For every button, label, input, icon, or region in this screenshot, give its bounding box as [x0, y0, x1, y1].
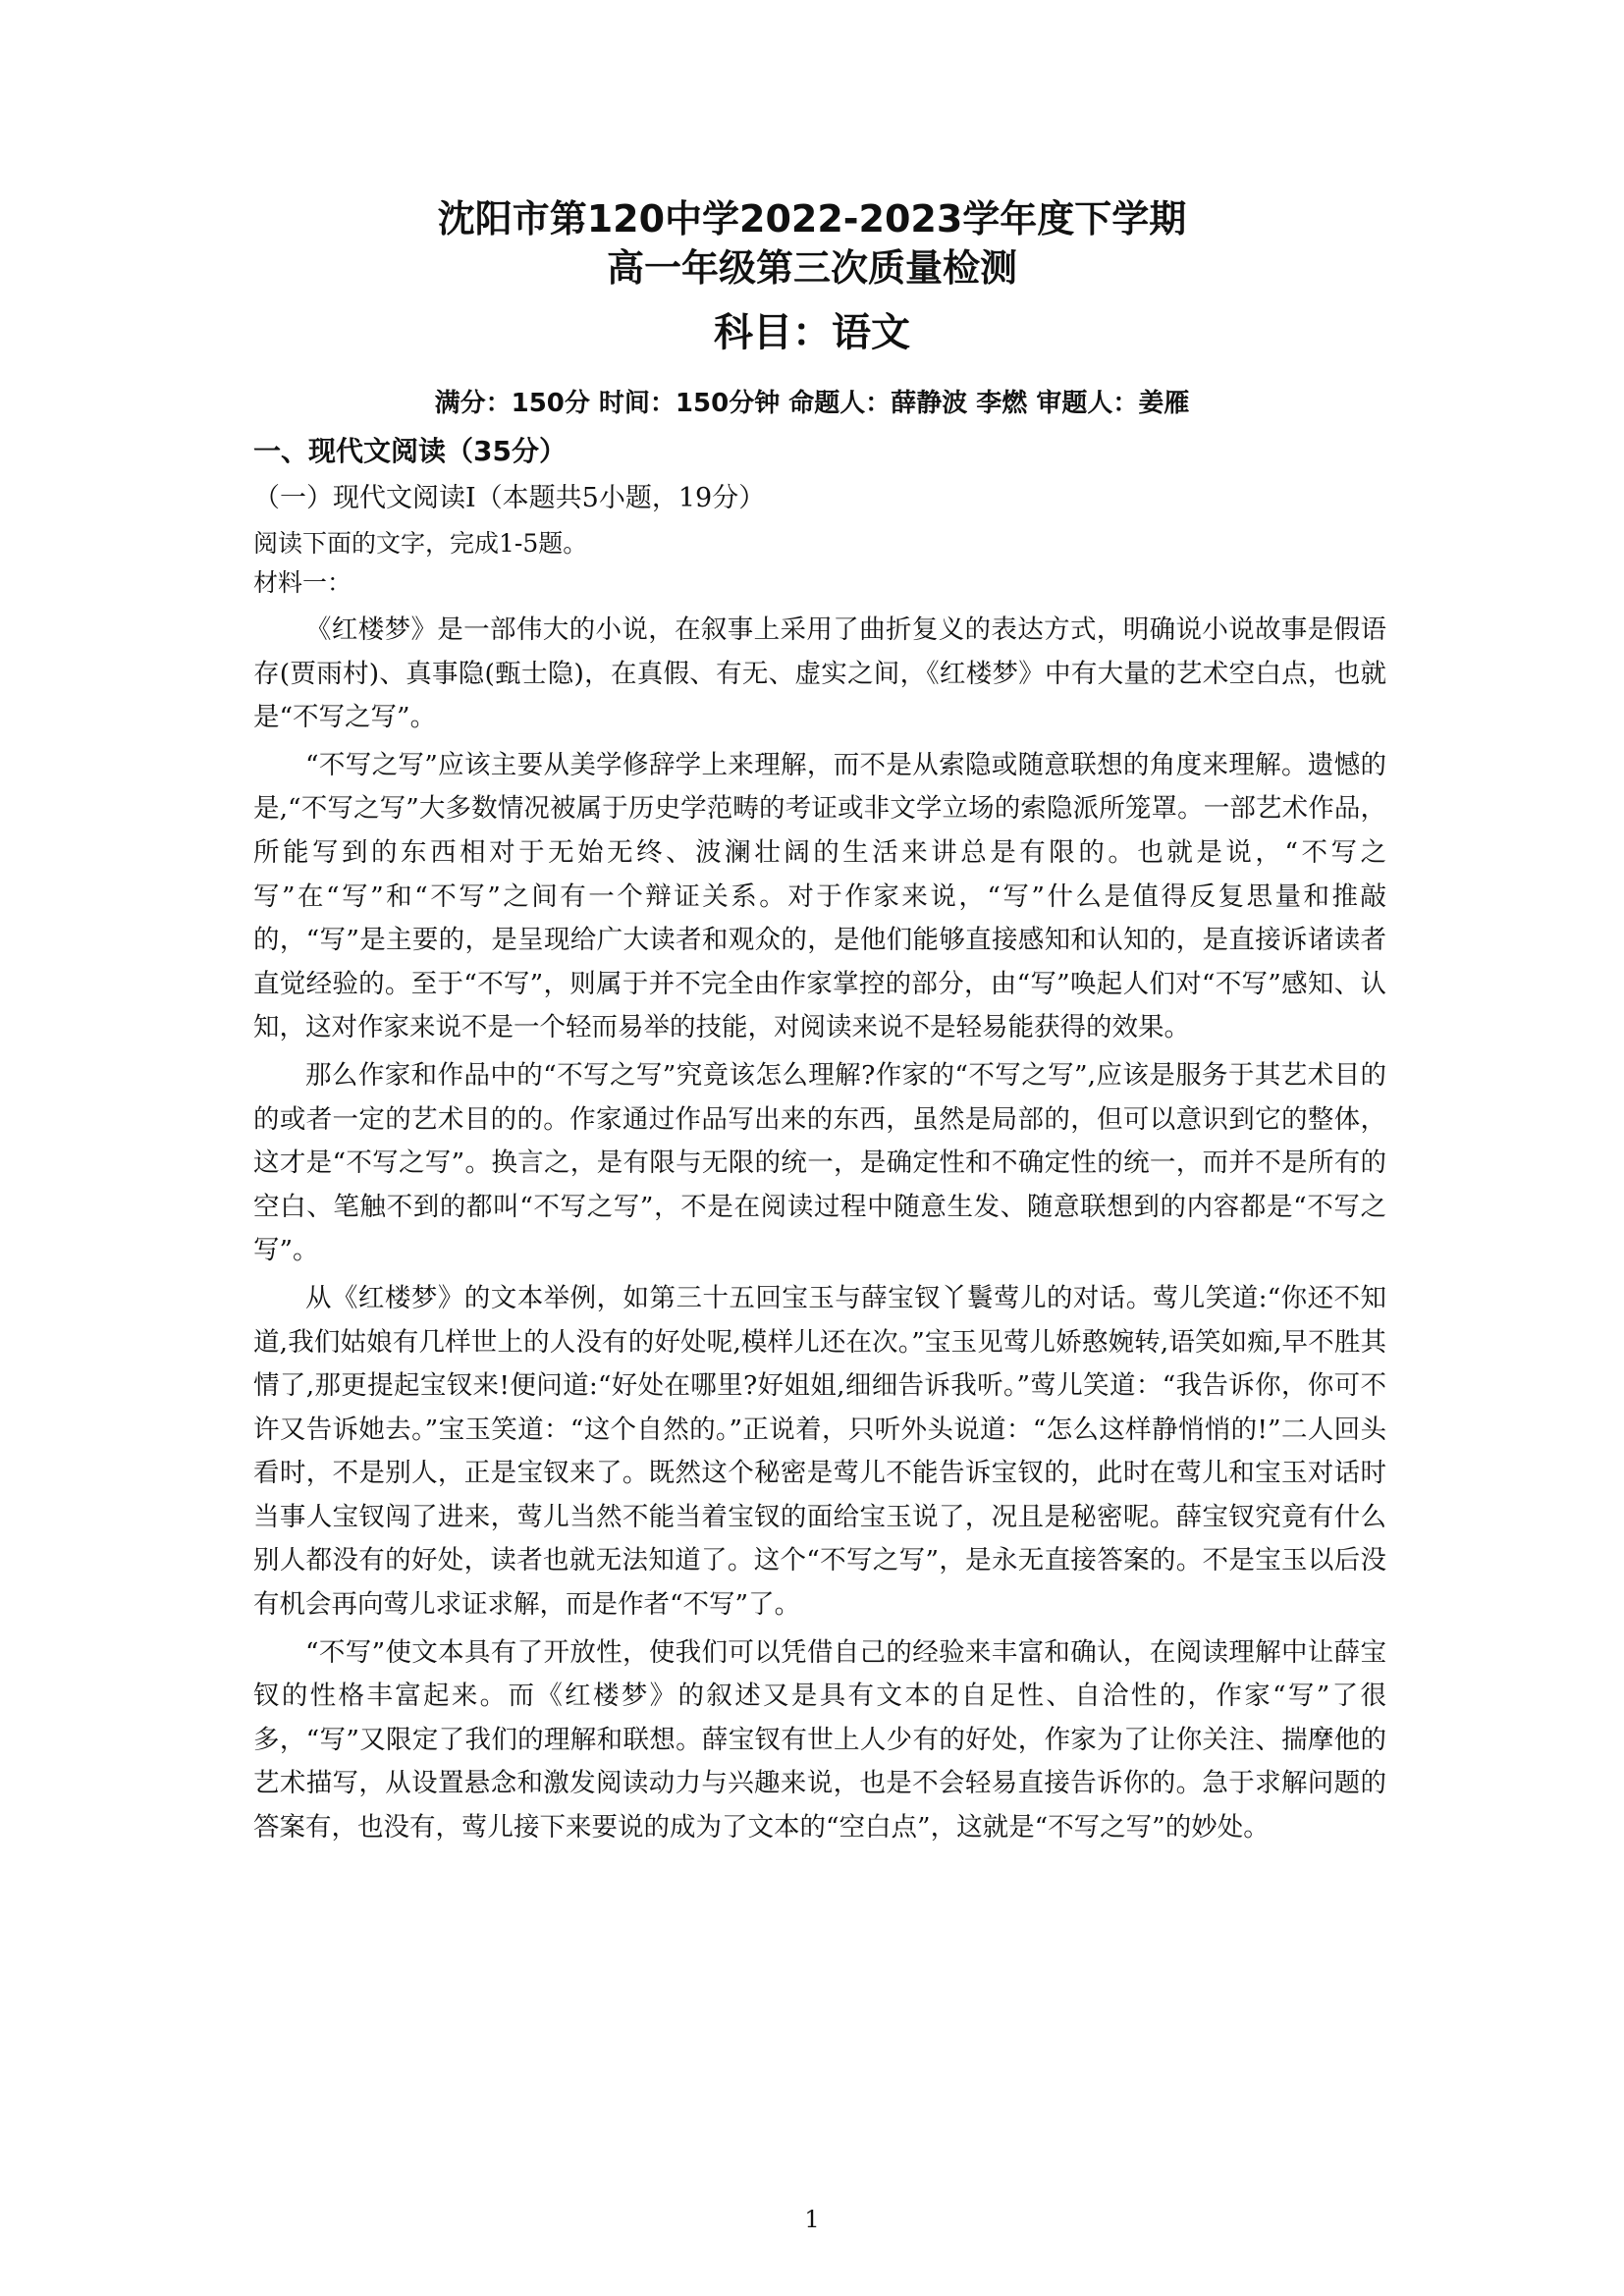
material-paragraph: 那么作家和作品中的“不写之写”究竟该怎么理解?作家的“不写之写”,应该是服务于其艺术目的的或者一定的艺术目的的。作家通过作品写出来的东西，虽然是局部的，但可以意识到它的整体，这才是“不写之写”。换言之，是有限与无限的统一，是确定性和不确定性的统一，而并不是所有的空白、笔触不到的都叫“不写之写”，不是在阅读过程中随意生发、随意联想到的内容都是“不写之写”。 — [253, 1059, 1386, 1266]
material-paragraph: “不写”使文本具有了开放性，使我们可以凭借自己的经验来丰富和确认，在阅读理解中让薛宝钗的性格丰富起来。而《红楼梦》的叙述又是具有文本的自足性、自洽性的，作家“写”了很多，“写”又限定了我们的理解和联想。薛宝钗有世上人少有的好处，作家为了让你关注、揣摩他的艺术描写，从设置悬念和激发阅读动力与兴趣来说，也是不会轻易直接告诉你的。急于求解问题的答案有，也没有，莺儿接下来要说的成为了文本的“空白点”，这就是“不写之写”的妙处。 — [253, 1636, 1386, 1843]
exam-content — [253, 432, 1386, 1854]
sub-section-heading: （一）现代文阅读Ⅰ（本题共5小题，19分） — [253, 483, 766, 513]
exam-title-line1: 沈阳市第120中学2022-2023学年度下学期 — [437, 197, 1187, 240]
exam-title-line2: 高一年级第三次质量检测 — [606, 246, 1017, 290]
material-paragraph: “不写之写”应该主要从美学修辞学上来理解，而不是从索隐或随意联想的角度来理解。遗憾的是,“不写之写”大多数情况被属于历史学范畴的考证或非文学立场的索隐派所笼罩。一部艺术作品，所能写到的东西相对于无始无终、波澜壮阔的生活来讲总是有限的。也就是说，“不写之写”在“写”和“不写”之间有一个辩证关系。对于作家来说，“写”什么是值得反复思量和推敲的，“写”是主要的，是呈现给广大读者和观众的，是他们能够直接感知和认知的，是直接诉诸读者直觉经验的。至于“不写”，则属于并不完全由作家掌控的部分，由“写”唤起人们对“不写”感知、认知，这对作家来说不是一个轻而易举的技能，对阅读来说不是轻易能获得的效果。 — [253, 749, 1386, 1043]
exam-subject: 科目：语文 — [714, 310, 910, 355]
section-heading: 一、现代文阅读（35分） — [253, 435, 567, 467]
exam-header — [0, 194, 1624, 420]
reading-instruction: 阅读下面的文字，完成1-5题。 — [253, 529, 588, 558]
material-paragraph: 《红楼梦》是一部伟大的小说，在叙事上采用了曲折复义的表达方式，明确说小说故事是假语存(贾雨村)、真事隐(甄士隐)，在真假、有无、虚实之间，《红楼梦》中有大量的艺术空白点，也就是“不写之写”。 — [253, 614, 1386, 733]
exam-meta-info: 满分：150分 时间：150分钟 命题人：薛静波 李燃 审题人：姜雁 — [434, 389, 1190, 418]
material-label: 材料一： — [253, 568, 352, 597]
material-paragraph: 从《红楼梦》的文本举例，如第三十五回宝玉与薛宝钗丫鬟莺儿的对话。莺儿笑道:“你还不知道,我们姑娘有几样世上的人没有的好处呢,模样儿还在次。”宝玉见莺儿娇憨婉转,语笑如痴,早不胜其情了,那更提起宝钗来!便问道:“好处在哪里?好姐姐,细细告诉我听。”莺儿笑道：“我告诉你，你可不许又告诉她去。”宝玉笑道：“这个自然的。”正说着，只听外头说道：“怎么这样静悄悄的!”二人回头看时，不是别人，正是宝钗来了。既然这个秘密是莺儿不能告诉宝钗的，此时在莺儿和宝玉对话时当事人宝钗闯了进来，莺儿当然不能当着宝钗的面给宝玉说了，况且是秘密呢。薛宝钗究竟有什么别人都没有的好处，读者也就无法知道了。这个“不写之写”，是永无直接答案的。不是宝玉以后没有机会再向莺儿求证求解，而是作者“不写”了。 — [253, 1282, 1386, 1621]
page-number: 1 — [804, 2206, 820, 2233]
